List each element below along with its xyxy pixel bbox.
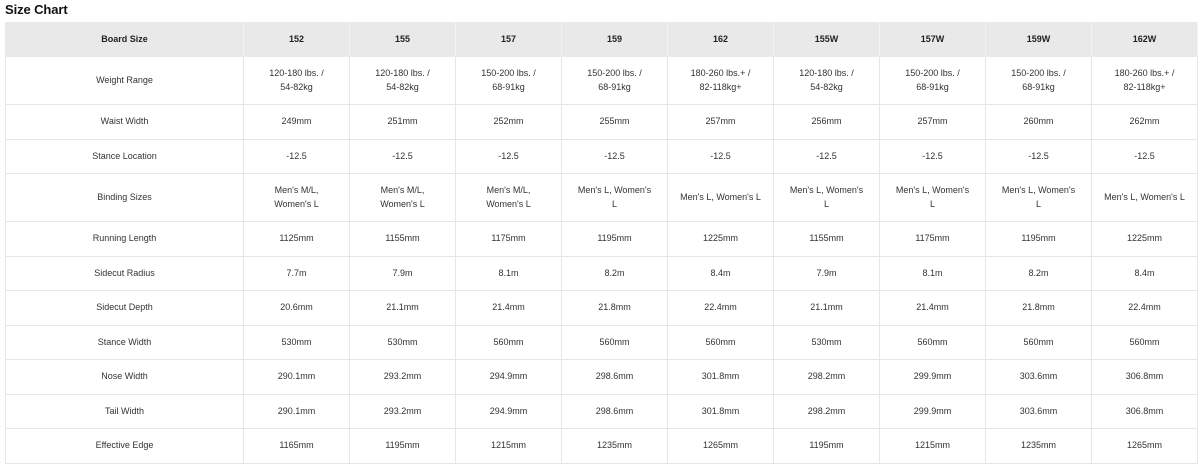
header-size: 159W [986, 23, 1092, 57]
table-cell: Men's L, Women's L [986, 174, 1092, 222]
row-label: Stance Location [6, 139, 244, 174]
table-body [6, 57, 1198, 464]
table-cell: Men's L, Women's L [880, 174, 986, 222]
table-cell: 7.7m [244, 256, 350, 291]
table-cell: 150-200 lbs. / 68-91kg [986, 57, 1092, 105]
row-label: Tail Width [6, 394, 244, 429]
table-cell: 1235mm [986, 429, 1092, 464]
table-row [6, 57, 1198, 105]
row-label: Sidecut Depth [6, 291, 244, 326]
table-cell: 1175mm [880, 222, 986, 257]
table-cell: 150-200 lbs. / 68-91kg [880, 57, 986, 105]
table-cell: 299.9mm [880, 360, 986, 395]
table-cell: 1155mm [774, 222, 880, 257]
table-cell: 8.4m [668, 256, 774, 291]
table-cell: 255mm [562, 105, 668, 140]
table-cell: 306.8mm [1092, 394, 1198, 429]
table-cell: 1125mm [244, 222, 350, 257]
table-header-row [6, 23, 1198, 57]
table-cell: 1165mm [244, 429, 350, 464]
table-cell: -12.5 [350, 139, 456, 174]
table-cell: 22.4mm [1092, 291, 1198, 326]
table-cell: 1195mm [350, 429, 456, 464]
table-cell: 21.4mm [880, 291, 986, 326]
table-cell: 290.1mm [244, 394, 350, 429]
table-cell: 8.4m [1092, 256, 1198, 291]
table-cell: -12.5 [880, 139, 986, 174]
table-cell: 150-200 lbs. / 68-91kg [456, 57, 562, 105]
table-cell: Men's L, Women's L [774, 174, 880, 222]
table-cell: 294.9mm [456, 394, 562, 429]
table-cell: -12.5 [1092, 139, 1198, 174]
table-cell: 252mm [456, 105, 562, 140]
table-cell: 1265mm [668, 429, 774, 464]
table-cell: Men's M/L, Women's L [456, 174, 562, 222]
table-cell: 294.9mm [456, 360, 562, 395]
table-cell: 257mm [668, 105, 774, 140]
table-cell: -12.5 [456, 139, 562, 174]
header-size: 155W [774, 23, 880, 57]
row-label: Weight Range [6, 57, 244, 105]
table-cell: 301.8mm [668, 360, 774, 395]
table-cell: 150-200 lbs. / 68-91kg [562, 57, 668, 105]
header-size: 157W [880, 23, 986, 57]
header-size: 162W [1092, 23, 1198, 57]
table-cell: 560mm [986, 325, 1092, 360]
table-cell: 560mm [668, 325, 774, 360]
row-label: Binding Sizes [6, 174, 244, 222]
table-cell: 21.1mm [774, 291, 880, 326]
table-cell: 1235mm [562, 429, 668, 464]
table-cell: 251mm [350, 105, 456, 140]
table-cell: 20.6mm [244, 291, 350, 326]
row-label: Running Length [6, 222, 244, 257]
table-cell: Men's M/L, Women's L [350, 174, 456, 222]
table-cell: 293.2mm [350, 360, 456, 395]
table-cell: 306.8mm [1092, 360, 1198, 395]
table-cell: 21.4mm [456, 291, 562, 326]
table-cell: 257mm [880, 105, 986, 140]
table-cell: 530mm [350, 325, 456, 360]
row-label: Sidecut Radius [6, 256, 244, 291]
table-cell: 1215mm [456, 429, 562, 464]
table-cell: 1195mm [986, 222, 1092, 257]
table-cell: 1225mm [668, 222, 774, 257]
table-row [6, 394, 1198, 429]
table-cell: -12.5 [668, 139, 774, 174]
table-cell: 256mm [774, 105, 880, 140]
table-row [6, 291, 1198, 326]
table-cell: 120-180 lbs. / 54-82kg [350, 57, 456, 105]
table-cell: Men's L, Women's L [1092, 174, 1198, 222]
header-size: 152 [244, 23, 350, 57]
table-cell: 8.1m [880, 256, 986, 291]
table-cell: -12.5 [562, 139, 668, 174]
row-label: Nose Width [6, 360, 244, 395]
table-row [6, 325, 1198, 360]
table-cell: 260mm [986, 105, 1092, 140]
table-cell: 21.8mm [986, 291, 1092, 326]
table-cell: 560mm [456, 325, 562, 360]
table-cell: 21.8mm [562, 291, 668, 326]
table-cell: 1265mm [1092, 429, 1198, 464]
table-cell: 8.2m [986, 256, 1092, 291]
table-cell: Men's L, Women's L [562, 174, 668, 222]
table-cell: 1215mm [880, 429, 986, 464]
table-cell: 560mm [880, 325, 986, 360]
table-cell: 7.9m [350, 256, 456, 291]
table-cell: 290.1mm [244, 360, 350, 395]
table-cell: 530mm [774, 325, 880, 360]
table-row [6, 429, 1198, 464]
header-size: 162 [668, 23, 774, 57]
table-row [6, 105, 1198, 140]
table-cell: 180-260 lbs.+ / 82-118kg+ [1092, 57, 1198, 105]
header-board-size: Board Size [6, 23, 244, 57]
table-cell: 7.9m [774, 256, 880, 291]
header-size: 157 [456, 23, 562, 57]
table-cell: 298.2mm [774, 394, 880, 429]
table-cell: -12.5 [986, 139, 1092, 174]
table-cell: 22.4mm [668, 291, 774, 326]
table-cell: 21.1mm [350, 291, 456, 326]
table-cell: 560mm [562, 325, 668, 360]
table-cell: 298.2mm [774, 360, 880, 395]
header-size: 155 [350, 23, 456, 57]
table-cell: 1225mm [1092, 222, 1198, 257]
table-cell: 180-260 lbs.+ / 82-118kg+ [668, 57, 774, 105]
table-row [6, 139, 1198, 174]
table-cell: 1195mm [562, 222, 668, 257]
table-cell: 120-180 lbs. / 54-82kg [774, 57, 880, 105]
table-cell: 303.6mm [986, 360, 1092, 395]
header-size: 159 [562, 23, 668, 57]
table-cell: 293.2mm [350, 394, 456, 429]
table-row [6, 360, 1198, 395]
table-cell: 262mm [1092, 105, 1198, 140]
table-cell: 1175mm [456, 222, 562, 257]
table-cell: 1155mm [350, 222, 456, 257]
table-row [6, 174, 1198, 222]
table-cell: 298.6mm [562, 394, 668, 429]
table-cell: 299.9mm [880, 394, 986, 429]
table-cell: 530mm [244, 325, 350, 360]
table-cell: 301.8mm [668, 394, 774, 429]
table-cell: 303.6mm [986, 394, 1092, 429]
table-cell: 120-180 lbs. / 54-82kg [244, 57, 350, 105]
table-cell: 1195mm [774, 429, 880, 464]
table-row [6, 222, 1198, 257]
table-cell: Men's L, Women's L [668, 174, 774, 222]
row-label: Effective Edge [6, 429, 244, 464]
page-title: Size Chart [5, 2, 68, 17]
table-cell: 8.1m [456, 256, 562, 291]
table-cell: 560mm [1092, 325, 1198, 360]
table-cell: 249mm [244, 105, 350, 140]
table-cell: Men's M/L, Women's L [244, 174, 350, 222]
table-row [6, 256, 1198, 291]
row-label: Stance Width [6, 325, 244, 360]
table-cell: 8.2m [562, 256, 668, 291]
row-label: Waist Width [6, 105, 244, 140]
size-chart-table [5, 22, 1198, 464]
table-cell: -12.5 [244, 139, 350, 174]
table-cell: -12.5 [774, 139, 880, 174]
table-cell: 298.6mm [562, 360, 668, 395]
